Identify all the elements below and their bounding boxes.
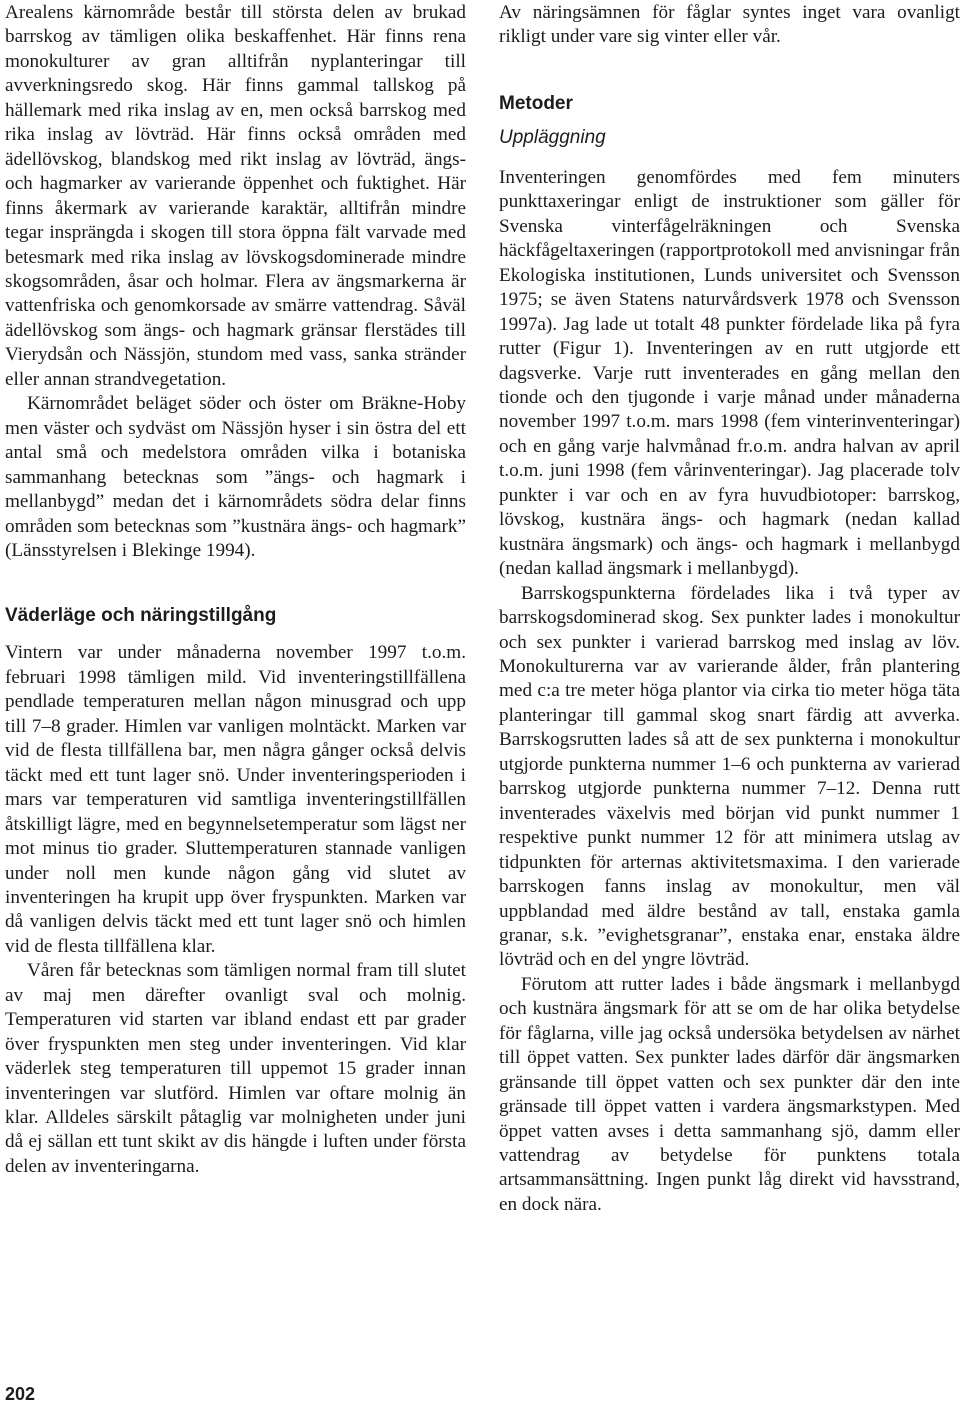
paragraph-area-description: Arealens kärnområde består till största delen av brukad barrskog av tämligen olika beskaffenhet. Här finns rena monokulturer av gran alltifrån nyplanteringar till avverkningsredo skog. Här finns gammal tallskog på hällemark med rika inslag av en, men också barrskog med rika inslag av lövträd. Här finns också områden med ädellövskog, blandskog med rikt inslag av lövträd, ängs- och hagmarker av varierande öppenhet och fuktighet. Här finns åkermark av varierande karaktär, alltifrån mindre tegar insprängda i skogen till stora öppna fält varvade med betesmark med rika inslag av lövskogsdominerade mindre skogsområden, åsar och holmar. Flera av ängsmarkerna är vattenfriska och genomkorsade av smärre vattendrag. Såväl ädellövskog som ängs- och hagmark gränsar flerstädes till Vierydsån och Nässjön, stundom med vass, sanka stränder eller annan strandvegetation.: [5, 2, 466, 390]
right-column: [499, 1, 960, 1217]
spacer: [499, 50, 960, 92]
section-heading-methods: Metoder: [499, 92, 573, 114]
spacer: [5, 628, 466, 641]
paragraph-meadow-points: Förutom att rutter lades i både ängsmark i mellanbygd och kustnära ängsmark för att se om de har olika betydelse för fåglarna, ville jag också undersöka betydelsen av närhet till öppet vatten. Sex punkter lades därför där ängsmarken gränsande till öppet vatten och sex punkter där den inte gränsade till öppet vatten i vardera ängsmarkstypen. Med öppet vatten avses i detta sammanhang sjö, damm eller vattendrag av betydelse för punktens totala artsammansättning. Ingen punkt låg direkt vid havsstrand, en dock nära.: [499, 973, 960, 1215]
paragraph-nutrients: Av näringsämnen för fåglar syntes inget vara ovanligt rikligt under vare sig vinter eller vår.: [499, 2, 960, 48]
spacer: [499, 116, 960, 126]
paragraph-winter-weather: Vintern var under månaderna november 1997 t.o.m. februari 1998 tämligen mild. Vid inventeringstillfällena pendlade temperaturen mellan någon minusgrad och upp till 7–8 grader. Himlen var vanligen molntäckt. Marken var vid de flesta tillfällena bar, men några gånger också delvis täckt med ett tunt lager snö. Under inventeringsperioden i mars var temperaturen vid samtliga inventeringstillfällen åtskilligt lägre, med en begynnelsetemperatur som lägst ner mot minus tio grader. Sluttemperaturen stannade vanligen under noll men kunde någon gång vid slutet av inventeringen ha krupit upp över fryspunkten. Marken var då vanligen delvis täckt med ett tunt lager snö och himlen vid de flesta tillfällena klar.: [5, 642, 466, 957]
spacer: [5, 563, 466, 604]
page-number: 202: [5, 1384, 36, 1404]
paragraph-spring-weather: Våren får betecknas som tämligen normal fram till slutet av maj men därefter ovanligt sval och molnig. Temperaturen vid starten var ibland endast ett par grader över fryspunkten men steg under inventeringen. Vid klar väderlek steg temperaturen till uppemot 15 grader innan inventeringen var slutförd. Himlen var oftare molnig än klar. Alldeles särskilt påtaglig var molnigheten under juni då ej sällan ett tunt skikt av dis hängde i luften under första delen av inventeringarna.: [5, 960, 466, 1177]
section-heading-weather: Väderläge och näringstillgång: [5, 605, 277, 627]
left-column: [5, 1, 466, 1179]
paragraph-inventory-method: Inventeringen genomfördes med fem minuters punkttaxeringar enligt de instruktioner som gäller för Svenska vinterfågelräkningen och Svenska häckfågeltaxeringen (rapportprotokoll med anvisningar från Ekologiska institutionen, Lunds universitet och Svensson 1975; se även Statens naturvårdsverk 1978 och Svensson 1997a). Jag lade ut totalt 48 punkter fördelade lika på fyra rutter (Figur 1). Inventeringen av en rutt utgjorde ett dagsverke. Varje rutt inventerades en gång mellan den tionde och den tjugonde i varje månad under månaderna november 1997 t.o.m. mars 1998 (fem vinterinventeringar) och en gång varje halvmånad fr.o.m. andra halvan av april t.o.m. juni 1998 (fem vårinventeringar). Jag placerade tolv punkter i var och en av fyra huvudbiotoper: barrskog, lövskog, kustnära ängs- och hagmark (nedan kallad kustnära ängsmark) och ängs- och hagmark i mellanbygd (nedan kallad ängsmark i mellanbygd).: [499, 166, 960, 580]
paragraph-core-area: Kärnområdet beläget söder och öster om Bräkne-Hoby men väster och sydväst om Nässjön hyser i sin östra del ett antal små och medelstora områden vilka i botaniska sammanhang betecknas som ”ängs- och hagmark i mellanbygd” medan det i kärnområdets södra delar finns områden som betecknas som ”kustnära ängs- och hagmark” (Länsstyrelsen i Blekinge 1994).: [5, 393, 466, 561]
paragraph-conifer-points: Barrskogspunkterna fördelades lika i två typer av barrskogsdominerad skog. Sex punkter lades i monokultur och sex punkter i varierad barrskog med inslag av löv. Monokulturerna var av varierande ålder, från plantering med c:a tre meter höga plantor via cirka tio meter höga täta planteringar till gammal skog snart färdig att avverka. Barrskogsrutten lades så att de sex punkterna i monokultur utgjorde punkterna nummer 1–6 och punkterna av varierad barrskog utgjorde punkterna nummer 7–12. Denna rutt inventerades växelvis med början vid punkt nummer 1 respektive punkt nummer 12 för att minimera utslag av tidpunkten för arternas aktivitetsmaxima. I den varierade barrskogen fanns inslag av monokultur, men väl uppblandad med äldre bestånd av tall, enstaka gamla granar, s.k. ”evighetsgranar”, enstaka enar, enstaka äldre lövträd och en del yngre lövträd.: [499, 582, 960, 971]
spacer: [499, 150, 960, 166]
subsection-heading-design: Uppläggning: [499, 126, 606, 148]
